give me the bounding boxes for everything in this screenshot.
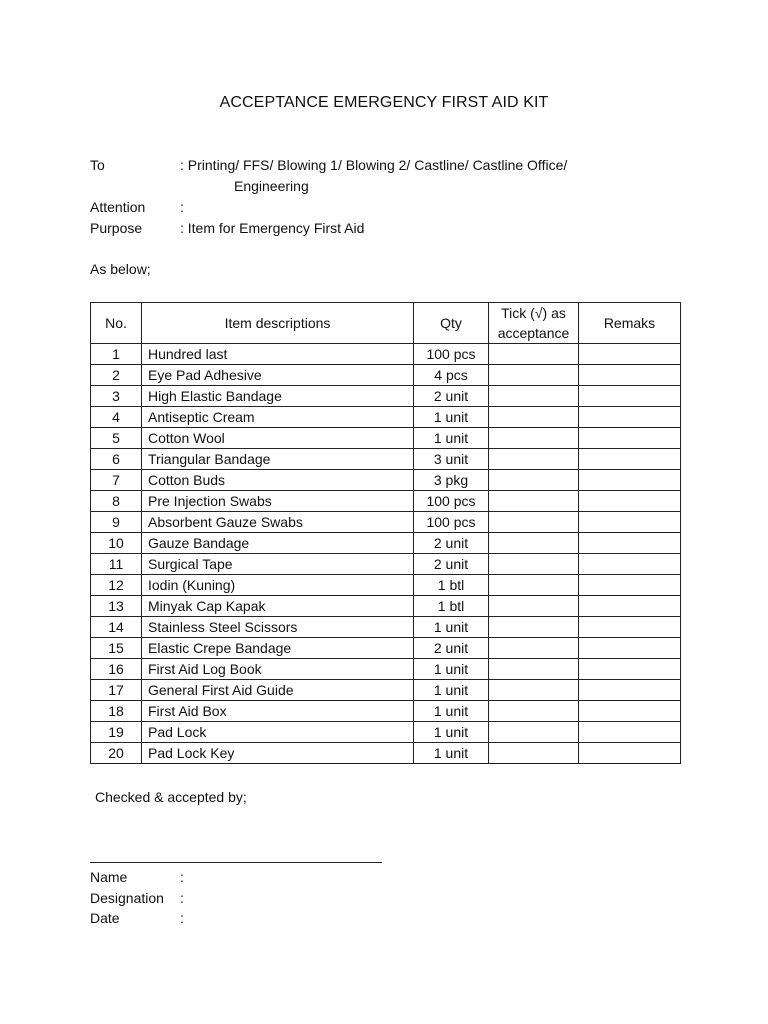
name-label: Name xyxy=(90,869,128,885)
row-item-description: Pad Lock xyxy=(142,722,414,743)
row-item-description: Gauze Bandage xyxy=(142,533,414,554)
row-item-description: Antiseptic Cream xyxy=(142,407,414,428)
row-no: 2 xyxy=(91,365,142,386)
table-body xyxy=(91,344,681,764)
row-no: 7 xyxy=(91,470,142,491)
row-no: 19 xyxy=(91,722,142,743)
to-field xyxy=(90,157,567,173)
row-remarks-cell xyxy=(579,449,681,470)
intro-text: As below; xyxy=(90,261,151,277)
row-item-description: Cotton Buds xyxy=(142,470,414,491)
row-qty: 4 pcs xyxy=(414,365,489,386)
header-remarks: Remaks xyxy=(579,303,681,344)
date-field xyxy=(90,910,184,926)
row-qty: 100 pcs xyxy=(414,491,489,512)
row-item-description: Pre Injection Swabs xyxy=(142,491,414,512)
to-value: : Printing/ FFS/ Blowing 1/ Blowing 2/ Castline/ Castline Office/ xyxy=(180,157,568,173)
row-remarks-cell xyxy=(579,596,681,617)
row-qty: 1 unit xyxy=(414,407,489,428)
name-colon: : xyxy=(180,869,184,885)
row-tick-cell xyxy=(489,386,579,407)
row-remarks-cell xyxy=(579,365,681,386)
row-tick-cell xyxy=(489,743,579,764)
row-remarks-cell xyxy=(579,659,681,680)
row-no: 15 xyxy=(91,638,142,659)
document-title: ACCEPTANCE EMERGENCY FIRST AID KIT xyxy=(219,94,549,111)
row-remarks-cell xyxy=(579,491,681,512)
row-item-description: Hundred last xyxy=(142,344,414,365)
table-row xyxy=(91,638,681,659)
row-no: 20 xyxy=(91,743,142,764)
row-no: 4 xyxy=(91,407,142,428)
designation-colon: : xyxy=(180,890,184,906)
table-row xyxy=(91,449,681,470)
row-tick-cell xyxy=(489,533,579,554)
row-no: 18 xyxy=(91,701,142,722)
table-row xyxy=(91,491,681,512)
row-remarks-cell xyxy=(579,344,681,365)
row-tick-cell xyxy=(489,449,579,470)
table-row xyxy=(91,365,681,386)
row-tick-cell xyxy=(489,701,579,722)
row-remarks-cell xyxy=(579,470,681,491)
row-item-description: High Elastic Bandage xyxy=(142,386,414,407)
row-qty: 100 pcs xyxy=(414,344,489,365)
row-qty: 1 unit xyxy=(414,659,489,680)
row-no: 6 xyxy=(91,449,142,470)
row-tick-cell xyxy=(489,491,579,512)
row-item-description: Absorbent Gauze Swabs xyxy=(142,512,414,533)
row-qty: 2 unit xyxy=(414,638,489,659)
table-row xyxy=(91,575,681,596)
name-field xyxy=(90,869,184,885)
row-item-description: Cotton Wool xyxy=(142,428,414,449)
row-remarks-cell xyxy=(579,512,681,533)
row-item-description: Triangular Bandage xyxy=(142,449,414,470)
table-row xyxy=(91,722,681,743)
row-remarks-cell xyxy=(579,428,681,449)
header-no: No. xyxy=(91,303,142,344)
table-row xyxy=(91,743,681,764)
row-qty: 3 pkg xyxy=(414,470,489,491)
items-table xyxy=(90,302,681,764)
row-tick-cell xyxy=(489,470,579,491)
row-no: 3 xyxy=(91,386,142,407)
row-remarks-cell xyxy=(579,638,681,659)
row-qty: 1 unit xyxy=(414,680,489,701)
row-no: 1 xyxy=(91,344,142,365)
row-tick-cell xyxy=(489,617,579,638)
table-row xyxy=(91,407,681,428)
row-item-description: First Aid Log Book xyxy=(142,659,414,680)
table-header-row xyxy=(91,303,681,344)
table-row xyxy=(91,596,681,617)
row-remarks-cell xyxy=(579,554,681,575)
header-item-descriptions: Item descriptions xyxy=(142,303,414,344)
row-no: 11 xyxy=(91,554,142,575)
row-qty: 1 unit xyxy=(414,722,489,743)
attention-value: : xyxy=(180,199,184,215)
header-qty: Qty xyxy=(414,303,489,344)
row-no: 10 xyxy=(91,533,142,554)
row-item-description: Surgical Tape xyxy=(142,554,414,575)
row-no: 5 xyxy=(91,428,142,449)
row-qty: 2 unit xyxy=(414,386,489,407)
purpose-label: Purpose xyxy=(90,220,143,236)
table-row xyxy=(91,344,681,365)
row-remarks-cell xyxy=(579,722,681,743)
row-no: 9 xyxy=(91,512,142,533)
date-colon: : xyxy=(180,910,184,926)
row-qty: 1 unit xyxy=(414,743,489,764)
row-tick-cell xyxy=(489,680,579,701)
row-qty: 2 unit xyxy=(414,533,489,554)
table-row xyxy=(91,617,681,638)
attention-label: Attention xyxy=(90,199,146,215)
signature-line xyxy=(90,862,382,863)
row-qty: 1 btl xyxy=(414,575,489,596)
attention-field xyxy=(90,199,184,215)
to-value-continued: Engineering xyxy=(234,178,309,194)
row-item-description: General First Aid Guide xyxy=(142,680,414,701)
row-item-description: Eye Pad Adhesive xyxy=(142,365,414,386)
row-no: 14 xyxy=(91,617,142,638)
row-tick-cell xyxy=(489,659,579,680)
date-label: Date xyxy=(90,910,120,926)
table-row xyxy=(91,659,681,680)
row-qty: 3 unit xyxy=(414,449,489,470)
purpose-field xyxy=(90,220,364,236)
row-tick-cell xyxy=(489,722,579,743)
row-item-description: Stainless Steel Scissors xyxy=(142,617,414,638)
checked-accepted-label: Checked & accepted by; xyxy=(95,789,247,805)
row-qty: 2 unit xyxy=(414,554,489,575)
row-tick-cell xyxy=(489,638,579,659)
row-no: 8 xyxy=(91,491,142,512)
table-row xyxy=(91,512,681,533)
table-row xyxy=(91,470,681,491)
row-remarks-cell xyxy=(579,533,681,554)
table-row xyxy=(91,701,681,722)
designation-field xyxy=(90,890,184,906)
table-row xyxy=(91,386,681,407)
table-row xyxy=(91,428,681,449)
row-remarks-cell xyxy=(579,386,681,407)
row-item-description: First Aid Box xyxy=(142,701,414,722)
row-qty: 100 pcs xyxy=(414,512,489,533)
row-item-description: Pad Lock Key xyxy=(142,743,414,764)
row-tick-cell xyxy=(489,365,579,386)
row-tick-cell xyxy=(489,407,579,428)
row-qty: 1 unit xyxy=(414,617,489,638)
row-remarks-cell xyxy=(579,575,681,596)
row-item-description: Iodin (Kuning) xyxy=(142,575,414,596)
row-tick-cell xyxy=(489,512,579,533)
row-qty: 1 unit xyxy=(414,428,489,449)
purpose-value: : Item for Emergency First Aid xyxy=(180,220,365,236)
row-tick-cell xyxy=(489,554,579,575)
row-no: 16 xyxy=(91,659,142,680)
header-tick-line2: acceptance xyxy=(497,325,570,341)
row-no: 17 xyxy=(91,680,142,701)
row-no: 13 xyxy=(91,596,142,617)
row-remarks-cell xyxy=(579,617,681,638)
row-tick-cell xyxy=(489,428,579,449)
table-row xyxy=(91,533,681,554)
header-tick-acceptance xyxy=(489,303,579,344)
designation-label: Designation xyxy=(90,890,164,906)
row-no: 12 xyxy=(91,575,142,596)
row-item-description: Elastic Crepe Bandage xyxy=(142,638,414,659)
row-tick-cell xyxy=(489,575,579,596)
row-remarks-cell xyxy=(579,743,681,764)
header-tick-line1: Tick (√) as xyxy=(501,305,566,321)
table-row xyxy=(91,680,681,701)
row-tick-cell xyxy=(489,344,579,365)
row-qty: 1 unit xyxy=(414,701,489,722)
row-tick-cell xyxy=(489,596,579,617)
row-remarks-cell xyxy=(579,701,681,722)
row-item-description: Minyak Cap Kapak xyxy=(142,596,414,617)
row-qty: 1 btl xyxy=(414,596,489,617)
row-remarks-cell xyxy=(579,680,681,701)
to-label: To xyxy=(90,157,105,173)
row-remarks-cell xyxy=(579,407,681,428)
table-row xyxy=(91,554,681,575)
